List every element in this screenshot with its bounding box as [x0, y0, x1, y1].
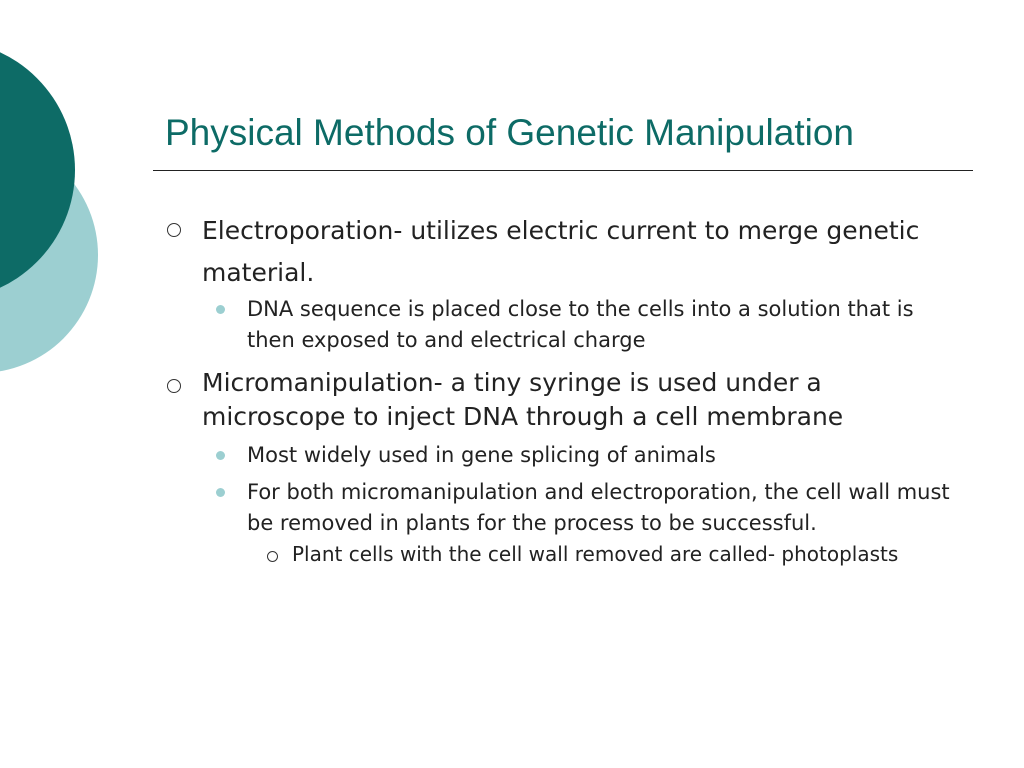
- ring-bullet-icon: [167, 223, 181, 237]
- slide-body: [165, 210, 955, 569]
- sub-sub-bullet-text: Plant cells with the cell wall removed are called- photoplasts: [292, 542, 899, 566]
- sub-bullet-gene-splicing: [165, 440, 955, 471]
- sub-bullet-text: For both micromanipulation and electroporation, the cell wall must be removed in plants for the process to be successful.: [247, 480, 950, 535]
- slide-title: Physical Methods of Genetic Manipulation: [165, 112, 854, 153]
- sub-bullet-text: DNA sequence is placed close to the cells into a solution that is then exposed to and electrical charge: [247, 297, 914, 352]
- dot-bullet-icon: [216, 488, 225, 497]
- bullet-text: Electroporation- utilizes electric current to merge genetic material.: [202, 216, 920, 287]
- bullet-electroporation: [165, 210, 955, 294]
- sub-sub-bullet-photoplasts: [165, 539, 955, 569]
- dot-bullet-icon: [216, 451, 225, 460]
- ring-bullet-icon: [167, 379, 181, 393]
- title-divider: [153, 170, 973, 171]
- ring-bullet-icon: [267, 551, 278, 562]
- dot-bullet-icon: [216, 305, 225, 314]
- sub-bullet-cell-wall: [165, 477, 955, 539]
- sub-bullet-dna-sequence: [165, 294, 955, 356]
- bullet-micromanipulation: [165, 366, 955, 434]
- sub-bullet-text: Most widely used in gene splicing of animals: [247, 443, 716, 467]
- bullet-text: Micromanipulation- a tiny syringe is used under a microscope to inject DNA through a cell membrane: [202, 368, 844, 431]
- decorative-circles: [0, 0, 120, 420]
